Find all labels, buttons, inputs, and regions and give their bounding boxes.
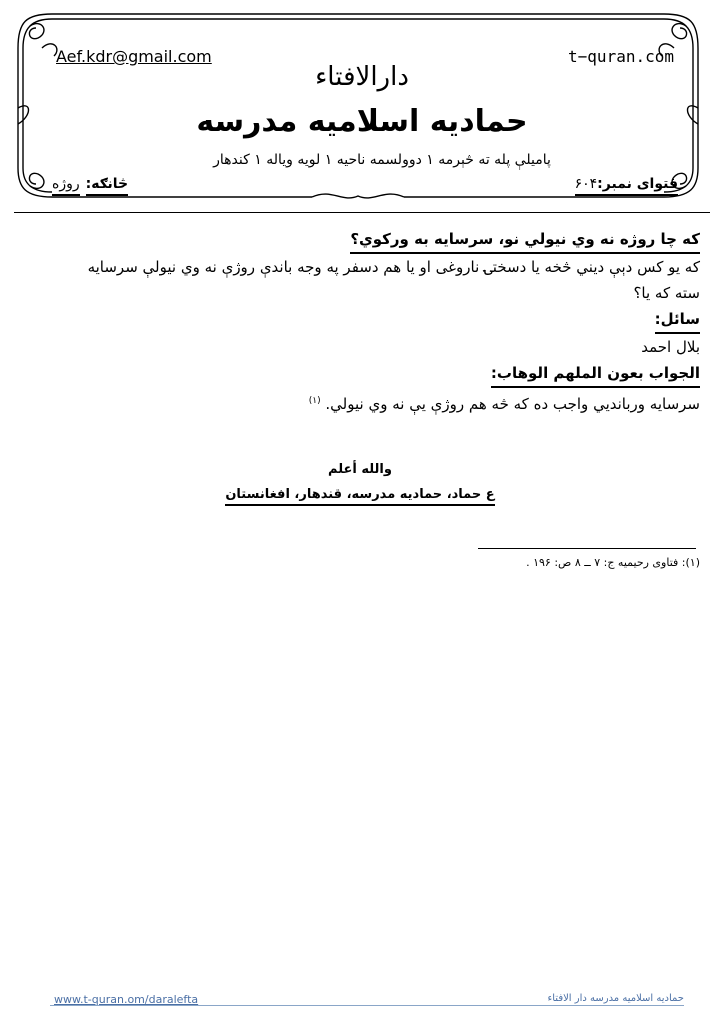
site-link[interactable]: t−quran.com	[568, 47, 674, 66]
fatwa-number-value: ۶۰۴	[574, 176, 598, 192]
email-link[interactable]: Aef.kdr@gmail.com	[56, 47, 212, 66]
footnote: (۱): فتاوی رحیمیه ج: ۷ ــ ۸ ص: ۱۹۶ .	[526, 556, 700, 569]
asker-label: سائل:	[655, 306, 700, 334]
question-line-2: سته که يا؟	[633, 284, 700, 302]
fatwa-number	[575, 176, 678, 196]
madrasa-title: حمادیه اسلامیه مدرسه	[196, 104, 528, 139]
topic-value: روژه	[52, 176, 80, 196]
fatwa-topic	[52, 176, 128, 196]
signature-block	[200, 462, 520, 506]
topic-label: څانګه:	[86, 176, 128, 196]
footnote-ref[interactable]: (۱)	[308, 396, 321, 406]
footer-url-link[interactable]: www.t-quran.om/daralefta	[54, 993, 199, 1006]
question-heading: که چا روژه نه وي نيولي نو، سرسايه به ورکوي؟	[350, 226, 700, 254]
allah-alam: والله أعلم	[328, 462, 392, 477]
address-line: پامیلې پله ته څېرمه ۱ دوولسمه ناحیه ۱ لویه ویاله ۱ کندهار	[213, 152, 551, 168]
fatwa-body	[24, 226, 700, 417]
asker-name: بلال احمد	[641, 338, 700, 356]
answer-label: الجواب بعون الملهم الوهاب:	[491, 360, 700, 388]
answer-text: سرسايه وربانديي واجب ده که څه هم روژې يې نه وي نيولي.	[325, 395, 700, 413]
footnote-divider	[478, 548, 696, 549]
daralifta-title: دارالافتاء	[315, 62, 409, 92]
header-divider	[14, 212, 710, 213]
fatwa-number-label: فتوای نمبر:	[597, 176, 678, 192]
question-line-1: که يو کس دېې ديني څخه يا دسختۍ ناروغی او يا هم دسفر په وجه باندې روژې نه وي نيولې سرسايه	[87, 258, 700, 276]
signature-line: ع حماد، حماديه مدرسه، قندهار، افغانستان	[225, 487, 494, 506]
footer-org-name: حمادیه اسلامیه مدرسه دار الافتاء	[547, 993, 684, 1004]
